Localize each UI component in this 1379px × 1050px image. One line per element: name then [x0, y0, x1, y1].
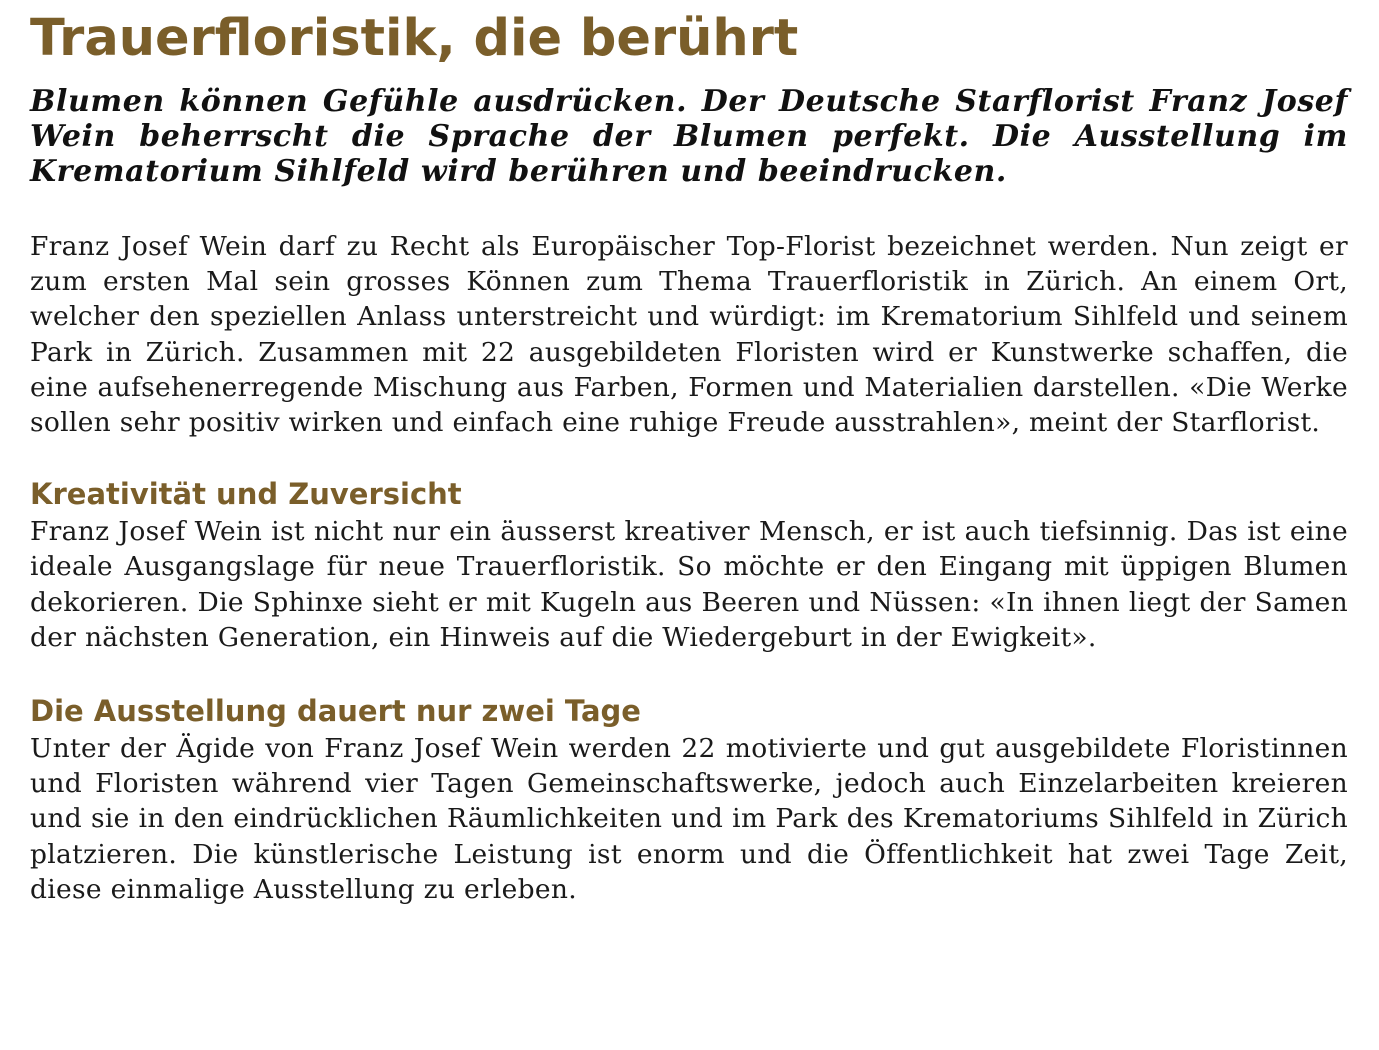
section-body-ausstellung: Unter der Ägide von Franz Josef Wein werden 22 motivierte und gut ausgebildete Floristinnen und Floristen während vier Tagen Gemeinschaftswerke, jedoch auch Einzelarbeiten kreieren und sie in den eindrücklichen Räumlichkeiten und im Park des Krematoriums Sihlfeld in Zürich platzieren. Die künstlerische Leistung ist enorm und die Öffentlichkeit hat zwei Tage Zeit, diese einmalige Ausstellung zu erleben. [30, 733, 1348, 905]
article [30, 0, 1348, 907]
article-intro: Franz Josef Wein darf zu Recht als Europäischer Top-Florist bezeichnet werden. Nun zeigt er zum ersten Mal sein grosses Können zum Thema Trauerfloristik in Zürich. An einem Ort, welcher den speziellen Anlass unterstreicht und würdigt: im Krematorium Sihlfeld und seinem Park in Zürich. Zusammen mit 22 ausgebildeten Floristen wird er Kunstwerke schaffen, die eine aufsehenerregende Mischung aus Farben, Formen und Materialien darstellen. «Die Werke sollen sehr positiv wirken und einfach eine ruhige Freude ausstrahlen», meint der Starflorist. [30, 231, 1348, 439]
section-heading-kreativitaet: Kreativität und Zuversicht [30, 477, 462, 512]
section-heading-ausstellung: Die Ausstellung dauert nur zwei Tage [30, 694, 641, 729]
article-lead: Blumen können Gefühle ausdrücken. Der Deutsche Starflorist Franz Josef Wein beherrscht die Sprache der Blumen perfekt. Die Ausstellung im Krematorium Sihlfeld wird berühren und beeindrucken. [30, 84, 1348, 189]
section-body-kreativitaet: Franz Josef Wein ist nicht nur ein äusserst kreativer Mensch, er ist auch tiefsinnig. Das ist eine ideale Ausgangslage für neue Trauerfloristik. So möchte er den Eingang mit üppigen Blumen dekorieren. Die Sphinxe sieht er mit Kugeln aus Beeren und Nüssen: «In ihnen liegt der Samen der nächsten Generation, ein Hinweis auf die Wiedergeburt in der Ewigkeit». [30, 516, 1348, 653]
article-title: Trauerfloristik, die berührt [30, 9, 799, 68]
